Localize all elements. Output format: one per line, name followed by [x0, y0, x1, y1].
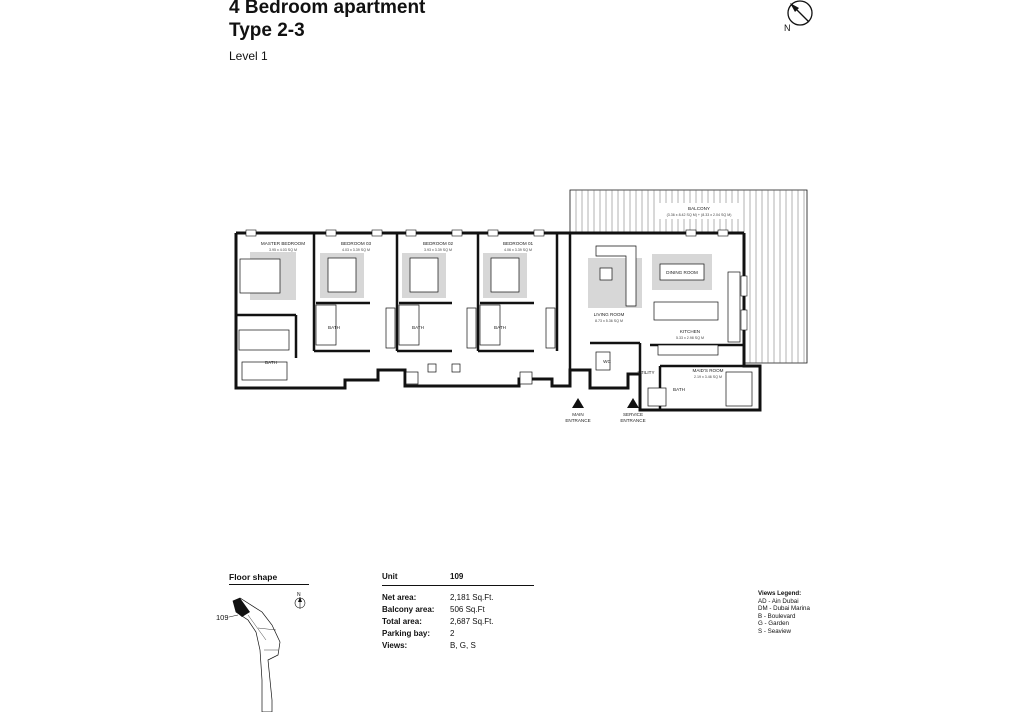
master-bedroom-size: 3.95 x 4.03 SQ M	[269, 248, 297, 252]
main-entrance-label-1: MAIN	[572, 412, 584, 417]
furniture-beds	[240, 252, 527, 300]
utility-label: UTILITY	[637, 370, 655, 375]
compass-north-label: N	[784, 23, 791, 33]
bedroom-01-label: BEDROOM 01	[502, 241, 534, 246]
specs-row	[382, 603, 530, 615]
maids-room-size: 2.19 x 3.46 SQ M	[694, 375, 722, 379]
floor-shape-north-label: N	[297, 592, 301, 598]
specs-row	[382, 627, 530, 639]
dining-room-label: DINING ROOM	[666, 270, 698, 275]
floor-shape-unit-marker: 109	[216, 613, 229, 622]
floor-shape-diagram	[212, 590, 322, 712]
bath-label: BATH	[412, 325, 424, 330]
bath-label: BATH	[494, 325, 506, 330]
bath-label: BATH	[265, 360, 277, 365]
main-entrance-label-2: ENTRANCE	[565, 418, 591, 423]
specs-row-value: 2	[450, 628, 455, 638]
service-entrance-label-1: SERVICE	[622, 412, 644, 417]
views-legend-item: DM - Dubai Marina	[758, 605, 810, 613]
views-legend-item: B - Boulevard	[758, 612, 796, 620]
specs-row-label: Views:	[382, 640, 408, 650]
title-line-1: 4 Bedroom apartment	[229, 0, 426, 18]
main-entrance-icon	[572, 398, 584, 408]
maids-room-label: MAID'S ROOM	[692, 368, 724, 373]
furniture-living	[588, 246, 740, 355]
kitchen-size: 5.33 x 2.98 SQ M	[676, 336, 704, 340]
bedroom-03-label: BEDROOM 03	[340, 241, 372, 246]
master-bedroom-label: MASTER BEDROOM	[260, 241, 306, 246]
entrances	[565, 398, 645, 423]
balcony-size: (3.36 x 8.42 SQ M) + (8.33 x 2.04 SQ M)	[666, 213, 732, 217]
bath-label: BATH	[673, 387, 685, 392]
views-legend-item: G - Garden	[758, 620, 789, 628]
specs-row-value: B, G, S	[450, 640, 476, 650]
floor-shape-title: Floor shape	[229, 572, 278, 582]
balcony-label: BALCONY	[688, 206, 710, 211]
specs-row	[382, 615, 530, 627]
specs-row-value: 2,181 Sq.Ft.	[450, 592, 494, 602]
specs-row-value: 506 Sq.Ft	[450, 604, 485, 614]
level-label: Level 1	[229, 49, 268, 63]
views-legend-item: S - Seaview	[758, 627, 792, 635]
floor-shape-rule	[229, 584, 309, 585]
kitchen-label: KITCHEN	[679, 329, 701, 334]
bedroom-01-size: 4.06 x 3.39 SQ M	[504, 248, 532, 252]
views-legend	[758, 590, 810, 636]
unit-label: Unit	[382, 572, 398, 581]
wc-label: WC	[603, 359, 611, 364]
bedroom-02-label: BEDROOM 02	[422, 241, 454, 246]
specs-row-value: 2,687 Sq.Ft.	[450, 616, 494, 626]
specs-row-label: Total area:	[382, 616, 422, 626]
views-legend-item: AD - Ain Dubai	[758, 597, 799, 605]
unit-value: 109	[450, 572, 464, 581]
specs-row-label: Net area:	[382, 592, 417, 602]
bedroom-02-size: 3.93 x 3.39 SQ M	[424, 248, 452, 252]
views-legend-title: Views Legend:	[758, 590, 802, 597]
service-entrance-icon	[627, 398, 639, 408]
specs-row-label: Parking bay:	[382, 628, 431, 638]
specs-header	[382, 572, 530, 584]
service-entrance-label-2: ENTRANCE	[620, 418, 646, 423]
bedroom-03-size: 4.03 x 3.39 SQ M	[342, 248, 370, 252]
specs-row	[382, 639, 530, 651]
unit-specs-table	[382, 572, 530, 651]
bath-label: BATH	[328, 325, 340, 330]
specs-row-label: Balcony area:	[382, 604, 435, 614]
specs-rule	[382, 585, 534, 586]
living-room-label: LIVING ROOM	[593, 312, 625, 317]
specs-row	[382, 591, 530, 603]
living-room-size: 8.73 x 5.36 SQ M	[595, 319, 623, 323]
title-line-2: Type 2-3	[229, 20, 305, 41]
